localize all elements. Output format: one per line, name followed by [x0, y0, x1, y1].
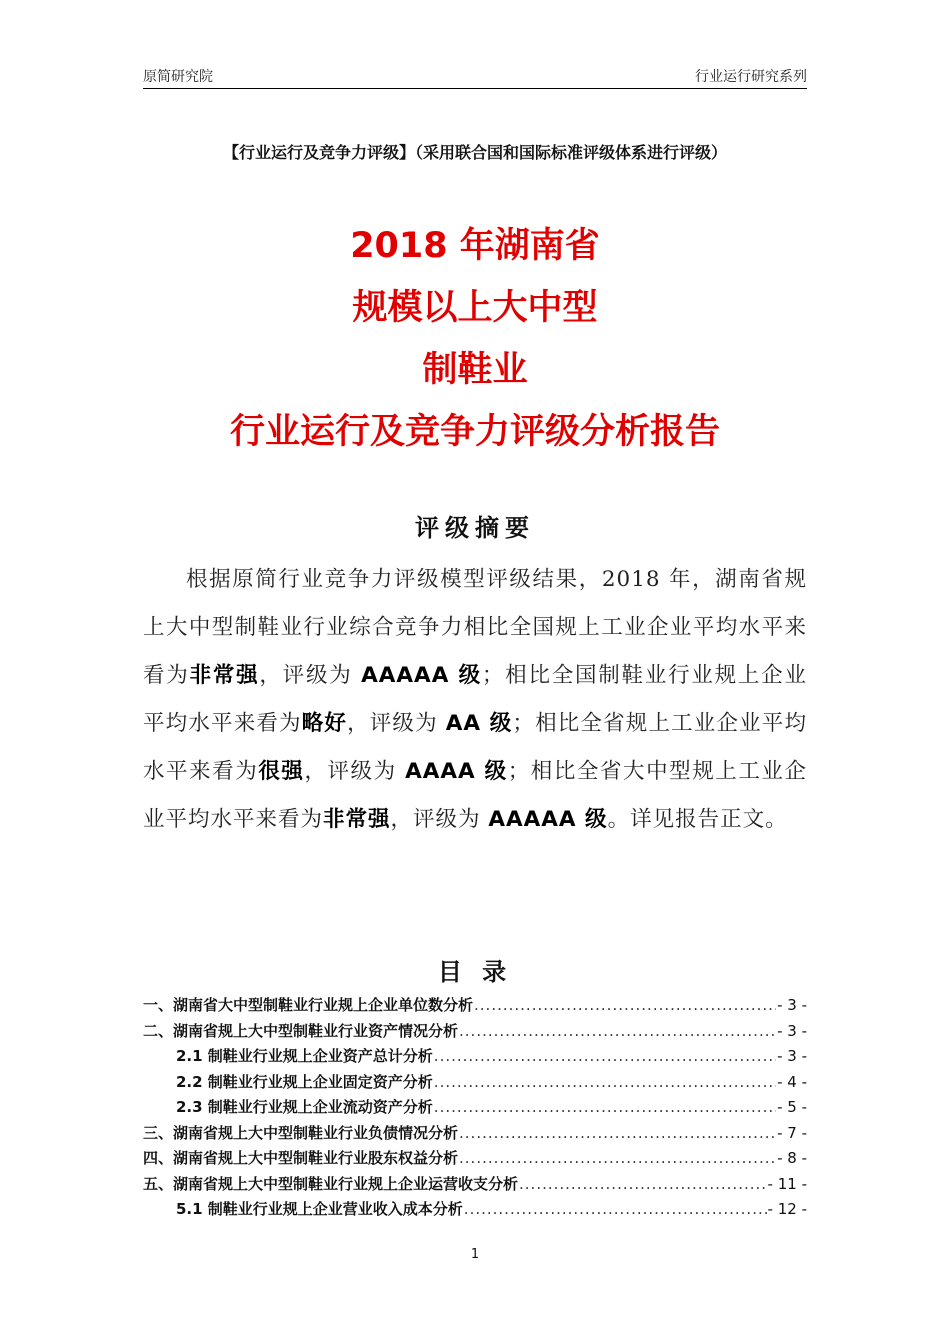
- summary-rating: AA 级: [445, 711, 513, 736]
- toc-entry-page: - 5 -: [777, 1098, 807, 1116]
- summary-text: ，评级为: [390, 807, 489, 832]
- toc-entry[interactable]: [143, 1096, 807, 1122]
- summary-rating: AAAAA 级: [361, 663, 482, 688]
- toc-leader: [459, 1149, 776, 1167]
- title-line-3: 制鞋业: [422, 350, 528, 390]
- toc-entry-title: 四、湖南省规上大中型制鞋业行业股东权益分析: [143, 1149, 459, 1167]
- summary-text: ；相比全国制鞋业行业规上企业平均水平来看为: [143, 663, 807, 736]
- summary-text: ；相比全省规上工业企业平均水平来看为: [143, 711, 807, 784]
- toc-entry[interactable]: [143, 1122, 807, 1148]
- summary-text: ；相比全省大中型规上工业企业平均水平来看为: [143, 759, 807, 832]
- summary-text: 根据原简行业竞争力评级模型评级结果，2018 年，湖南省规上大中型制鞋业行业综合竞争力相比全国规上工业企业平均水平来看为: [143, 567, 807, 688]
- summary-rating: AAAAA 级: [488, 807, 608, 832]
- summary-emphasis: 很强: [258, 759, 305, 784]
- toc-leader: [459, 1124, 776, 1142]
- summary-text: ，评级为: [259, 663, 362, 688]
- toc-leader: [434, 1047, 776, 1065]
- toc-entry-title: 五、湖南省规上大中型制鞋业行业规上企业运营收支分析: [143, 1174, 519, 1193]
- rating-tagline: 【行业运行及竞争力评级】（采用联合国和国际标准评级体系进行评级）: [222, 143, 727, 162]
- toc-entry-page: - 3 -: [777, 996, 807, 1014]
- toc-entry-title: 二、湖南省规上大中型制鞋业行业资产情况分析: [143, 1021, 459, 1040]
- page-number: 1: [470, 1247, 480, 1262]
- toc-entry-page: - 12 -: [767, 1200, 807, 1218]
- toc-entry[interactable]: [143, 1045, 807, 1071]
- toc-entry-page: - 3 -: [777, 1047, 807, 1065]
- toc-entry-page: - 4 -: [777, 1072, 807, 1091]
- toc-entry-title: 三、湖南省规上大中型制鞋业行业负债情况分析: [143, 1123, 459, 1142]
- toc-leader: [434, 1098, 776, 1116]
- summary-emphasis: 略好: [301, 711, 348, 736]
- toc-entry-title: 一、湖南省大中型制鞋业行业规上企业单位数分析: [143, 996, 474, 1014]
- toc-leader: [474, 996, 776, 1014]
- table-of-contents: [143, 994, 807, 1224]
- summary-rating: AAAA 级: [405, 759, 508, 784]
- summary-heading: 评级摘要: [415, 514, 535, 542]
- toc-entry-title: 5.1 制鞋业行业规上企业营业收入成本分析: [176, 1200, 463, 1218]
- toc-entry-title: 2.3 制鞋业行业规上企业流动资产分析: [176, 1098, 433, 1116]
- title-line-1: 2018 年湖南省: [350, 226, 600, 266]
- toc-entry-title: 2.1 制鞋业行业规上企业资产总计分析: [176, 1047, 433, 1065]
- summary-paragraph: [143, 556, 807, 844]
- summary-text: ，评级为: [304, 759, 406, 784]
- title-line-4: 行业运行及竞争力评级分析报告: [229, 412, 720, 452]
- toc-entry-page: - 8 -: [777, 1149, 807, 1167]
- report-title: [0, 215, 950, 463]
- toc-entry-page: - 7 -: [777, 1123, 807, 1142]
- toc-entry[interactable]: [143, 1198, 807, 1224]
- toc-leader: [434, 1073, 776, 1091]
- summary-emphasis: 非常强: [323, 807, 391, 832]
- toc-entry[interactable]: [143, 1147, 807, 1173]
- header-series: 行业运行研究系列: [695, 69, 807, 85]
- toc-leader: [519, 1175, 767, 1193]
- toc-entry-page: - 3 -: [777, 1021, 807, 1040]
- toc-leader: [464, 1200, 767, 1218]
- page-header: [143, 64, 807, 89]
- summary-emphasis: 非常强: [189, 663, 260, 688]
- summary-text: 。详见报告正文。: [607, 807, 788, 832]
- toc-leader: [459, 1022, 776, 1040]
- toc-entry[interactable]: [143, 1071, 807, 1097]
- toc-entry-title: 2.2 制鞋业行业规上企业固定资产分析: [176, 1072, 433, 1091]
- header-org: 原简研究院: [143, 69, 213, 85]
- toc-entry[interactable]: [143, 994, 807, 1020]
- summary-body: [143, 556, 807, 844]
- toc-entry-page: - 11 -: [767, 1174, 807, 1193]
- toc-entry[interactable]: [143, 1020, 807, 1046]
- toc-entry[interactable]: [143, 1173, 807, 1199]
- title-line-2: 规模以上大中型: [352, 288, 598, 328]
- summary-text: ，评级为: [347, 711, 446, 736]
- toc-heading: 目 录: [437, 958, 513, 986]
